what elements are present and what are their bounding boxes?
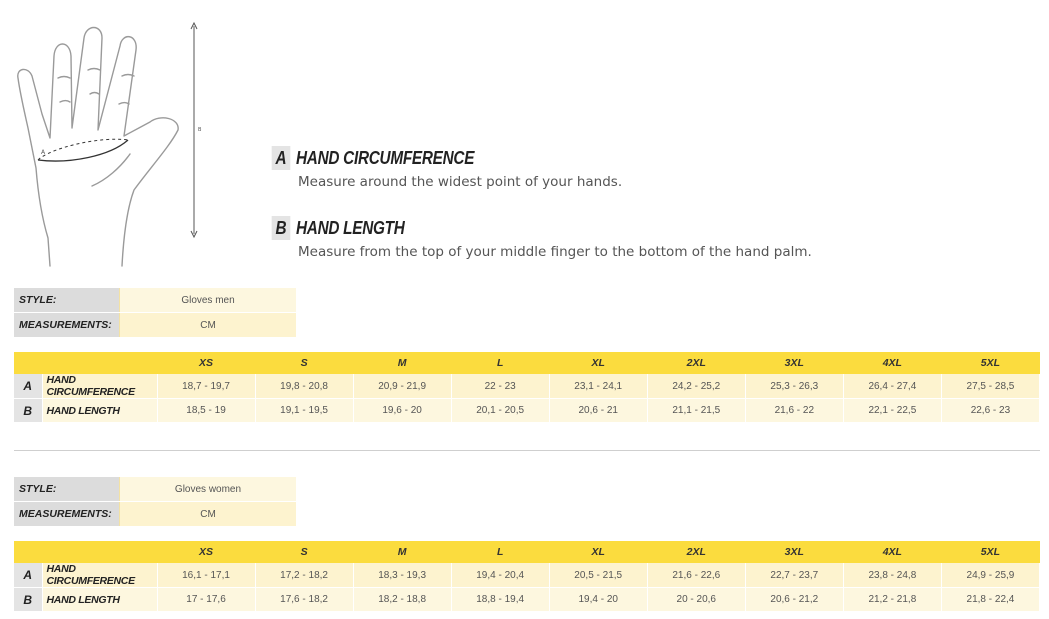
section-divider (14, 450, 1040, 451)
legend-item-a (270, 146, 622, 190)
table-cell: 18,2 - 18,8 (353, 588, 451, 612)
size-header: 4XL (843, 352, 941, 374)
table-cell: 24,9 - 25,9 (941, 563, 1039, 588)
size-header: XS (157, 352, 255, 374)
table-cell: 18,7 - 19,7 (157, 374, 255, 399)
table-cell: 25,3 - 26,3 (745, 374, 843, 399)
table-cell: 16,1 - 17,1 (157, 563, 255, 588)
table-row (14, 374, 1040, 399)
figure-point-a: A (41, 149, 46, 156)
row-letter: A (14, 374, 42, 399)
measurements-label: MEASUREMENTS: (14, 502, 120, 527)
size-header: 5XL (941, 352, 1039, 374)
size-header: M (353, 352, 451, 374)
table-cell: 21,6 - 22,6 (647, 563, 745, 588)
size-header: XL (549, 541, 647, 563)
table-cell: 20 - 20,6 (647, 588, 745, 612)
row-label: HAND CIRCUMFERENCE (42, 563, 157, 588)
table-cell: 21,1 - 21,5 (647, 399, 745, 423)
size-header: 5XL (941, 541, 1039, 563)
table-cell: 19,4 - 20 (549, 588, 647, 612)
table-cell: 22,1 - 22,5 (843, 399, 941, 423)
size-header: S (255, 541, 353, 563)
size-header: 2XL (647, 352, 745, 374)
style-label: STYLE: (14, 477, 120, 502)
table-cell: 22,6 - 23 (941, 399, 1039, 423)
legend-item-b (270, 216, 812, 260)
men-size-table (14, 352, 1040, 422)
legend-description: Measure from the top of your middle finger to the bottom of the hand palm. (298, 244, 812, 260)
size-header: 2XL (647, 541, 745, 563)
table-cell: 19,8 - 20,8 (255, 374, 353, 399)
table-cell: 23,1 - 24,1 (549, 374, 647, 399)
style-value: Gloves men (120, 288, 297, 313)
table-cell: 21,2 - 21,8 (843, 588, 941, 612)
measurements-label: MEASUREMENTS: (14, 313, 120, 338)
table-cell: 17,2 - 18,2 (255, 563, 353, 588)
table-cell: 19,6 - 20 (353, 399, 451, 423)
measurements-value: CM (120, 502, 297, 527)
table-cell: 18,5 - 19 (157, 399, 255, 423)
size-header: S (255, 352, 353, 374)
table-row (14, 588, 1040, 612)
table-cell: 18,8 - 19,4 (451, 588, 549, 612)
style-label: STYLE: (14, 288, 120, 313)
size-header: 3XL (745, 352, 843, 374)
table-cell: 26,4 - 27,4 (843, 374, 941, 399)
table-cell: 19,1 - 19,5 (255, 399, 353, 423)
size-header: XL (549, 352, 647, 374)
table-cell: 17,6 - 18,2 (255, 588, 353, 612)
table-cell: 20,6 - 21,2 (745, 588, 843, 612)
table-cell: 20,1 - 20,5 (451, 399, 549, 423)
table-cell: 19,4 - 20,4 (451, 563, 549, 588)
style-value: Gloves women (120, 477, 297, 502)
legend-title: HAND LENGTH (296, 218, 405, 238)
table-cell: 21,6 - 22 (745, 399, 843, 423)
women-size-table (14, 541, 1040, 611)
hand-diagram (10, 18, 220, 270)
men-style-table (14, 288, 296, 338)
size-header: L (451, 541, 549, 563)
table-cell: 18,3 - 19,3 (353, 563, 451, 588)
table-cell: 21,8 - 22,4 (941, 588, 1039, 612)
size-header: M (353, 541, 451, 563)
row-letter: A (14, 563, 42, 588)
table-row (14, 563, 1040, 588)
legend-description: Measure around the widest point of your hands. (298, 174, 623, 190)
size-header: XS (157, 541, 255, 563)
size-header-row (14, 541, 1040, 563)
table-cell: 22 - 23 (451, 374, 549, 399)
table-cell: 17 - 17,6 (157, 588, 255, 612)
figure-point-b: B (198, 127, 202, 133)
legend-title: HAND CIRCUMFERENCE (296, 148, 475, 168)
table-row (14, 399, 1040, 423)
table-cell: 23,8 - 24,8 (843, 563, 941, 588)
row-label: HAND LENGTH (42, 399, 157, 423)
legend-letter: B (272, 216, 291, 240)
table-cell: 27,5 - 28,5 (941, 374, 1039, 399)
table-cell: 20,9 - 21,9 (353, 374, 451, 399)
size-header: L (451, 352, 549, 374)
row-label: HAND CIRCUMFERENCE (42, 374, 157, 399)
row-letter: B (14, 399, 42, 423)
women-style-table (14, 477, 296, 527)
table-cell: 20,6 - 21 (549, 399, 647, 423)
row-letter: B (14, 588, 42, 612)
size-header-row (14, 352, 1040, 374)
legend-letter: A (272, 146, 291, 170)
measurements-value: CM (120, 313, 297, 338)
size-header: 3XL (745, 541, 843, 563)
row-label: HAND LENGTH (42, 588, 157, 612)
table-cell: 24,2 - 25,2 (647, 374, 745, 399)
table-cell: 20,5 - 21,5 (549, 563, 647, 588)
table-cell: 22,7 - 23,7 (745, 563, 843, 588)
size-header: 4XL (843, 541, 941, 563)
